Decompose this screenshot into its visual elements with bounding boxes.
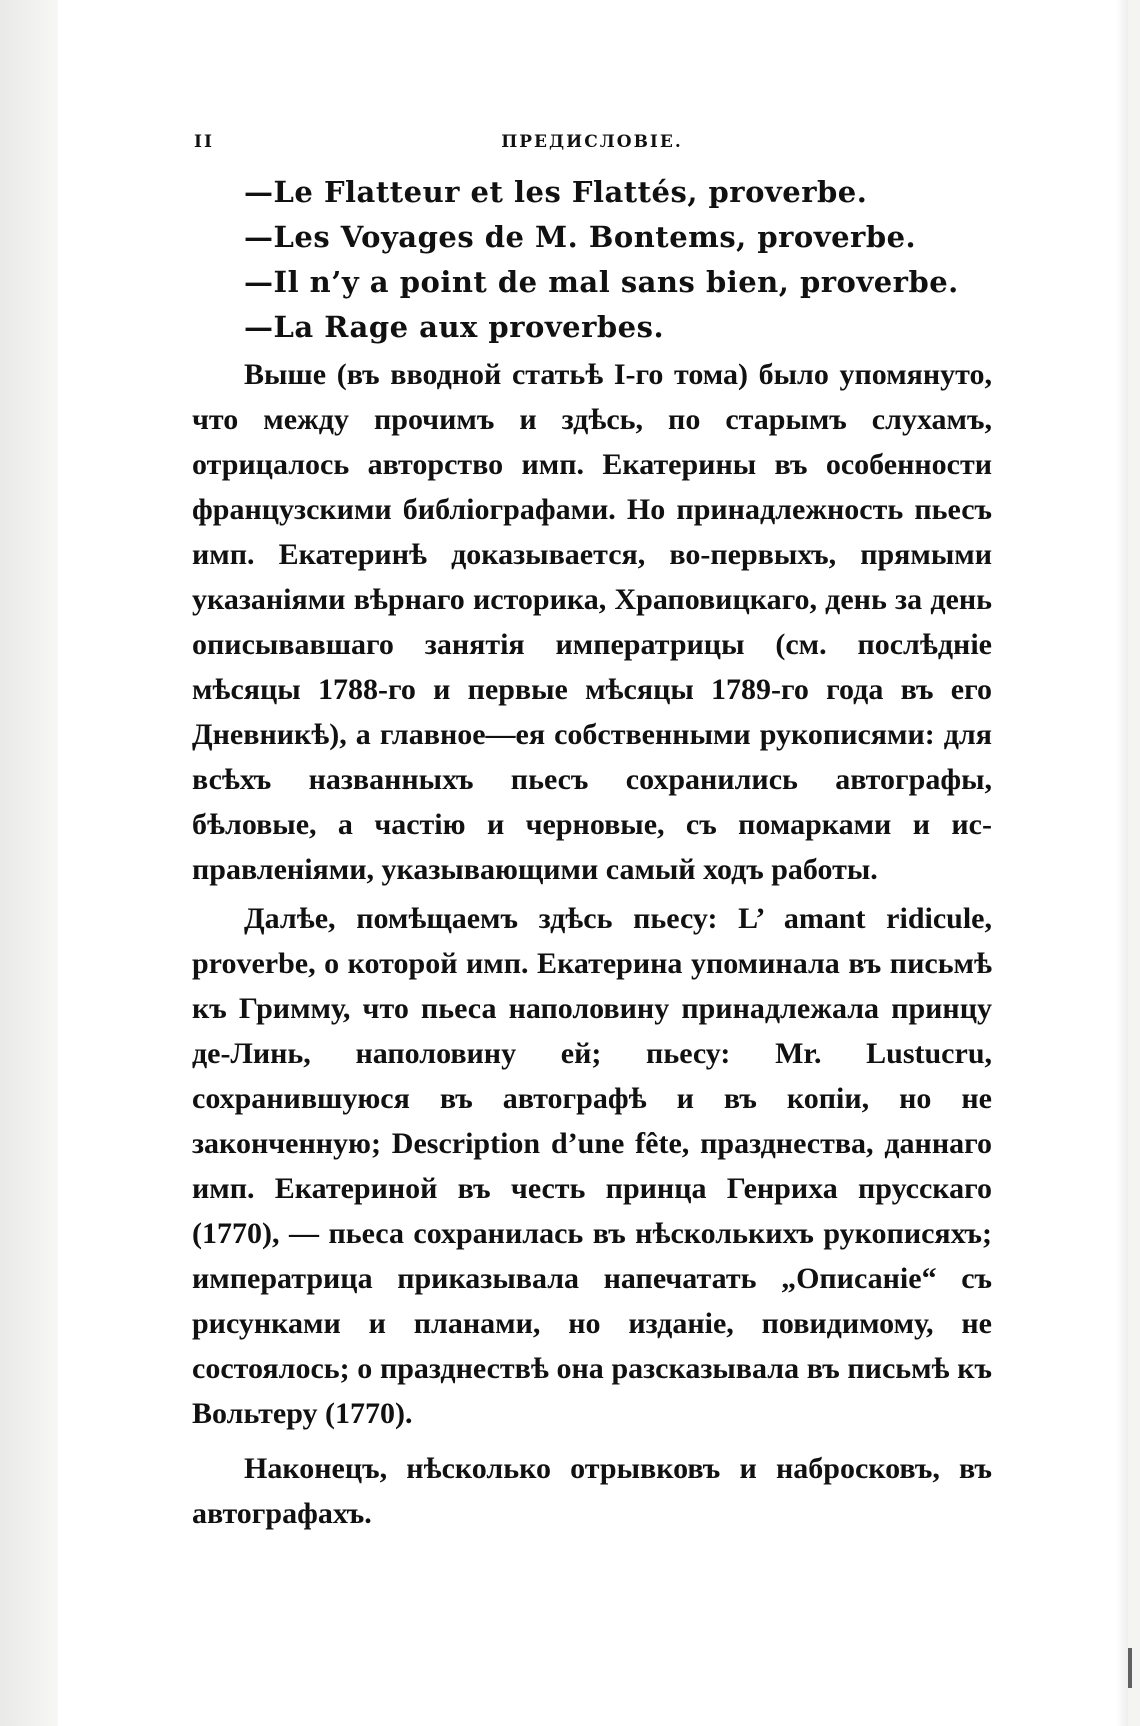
play-item: —Le Flatteur et les Flattés, proverbe.: [244, 175, 868, 209]
gutter-shadow: [0, 0, 58, 1726]
paragraph-fragments: Наконецъ, нѣсколько отрывковъ и набросковъ, въ автографахъ.: [192, 1452, 992, 1530]
play-item: —Il n’y a point de mal sans bien, proverbe.: [244, 265, 959, 299]
scan-edge-mark: [1128, 1648, 1132, 1688]
play-list: [192, 170, 992, 350]
paragraph-authorship: Выше (въ вводной статьѣ I-го тома) было упомянуто, что между прочимъ и здѣсь, по старымъ слухамъ, отрицалось авторство имп. Екатерины въ особенности французскими библіографами. Но принадлежность пьесъ имп. Екатеринѣ доказывается, во-первыхъ, прямыми указаніями вѣрнаго историка, Храповицкаго, день за день описывавшаго занятія императрицы (см. послѣдніе мѣсяцы 1788-го и первые мѣсяцы 1789-го года въ его Дневникѣ), а главное—ея собственными рукописями: для всѣхъ названныхъ пьесъ сохранились автографы, бѣловые, а частію и черновые, съ помарками и исправленіями, указывающими самый ходъ работы.: [192, 358, 992, 886]
running-head: [192, 120, 992, 160]
play-item: —Les Voyages de M. Bontems, proverbe.: [244, 220, 917, 254]
page-edge: [1116, 0, 1128, 1726]
paragraph-contents: Далѣе, помѣщаемъ здѣсь пьесу: L’ amant ridicule, proverbe, о которой имп. Екатерина упоминала въ письмѣ къ Гримму, что пьеса наполовину принадлежала принцу де-Линь, наполовину ей; пьесу: Mr. Lustucru, сохранившуюся въ автографѣ и въ копіи, но не законченную; Description d’une fête, празднества, даннаго имп. Екатериной въ честь принца Генриха прусскаго (1770), — пьеса сохранилась въ нѣсколькихъ рукописяхъ; императрица приказывала напечатать „Описаніе“ съ рисунками и планами, но изданіе, повидимому, не состоялось; о празднествѣ она разсказывала въ письмѣ къ Вольтеру (1770).: [192, 902, 992, 1430]
play-item: —La Rage aux proverbes.: [244, 310, 665, 344]
running-title: ПРЕДИСЛОВІЕ.: [501, 132, 683, 152]
page-number: II: [194, 132, 214, 152]
page-text: [192, 120, 992, 1536]
